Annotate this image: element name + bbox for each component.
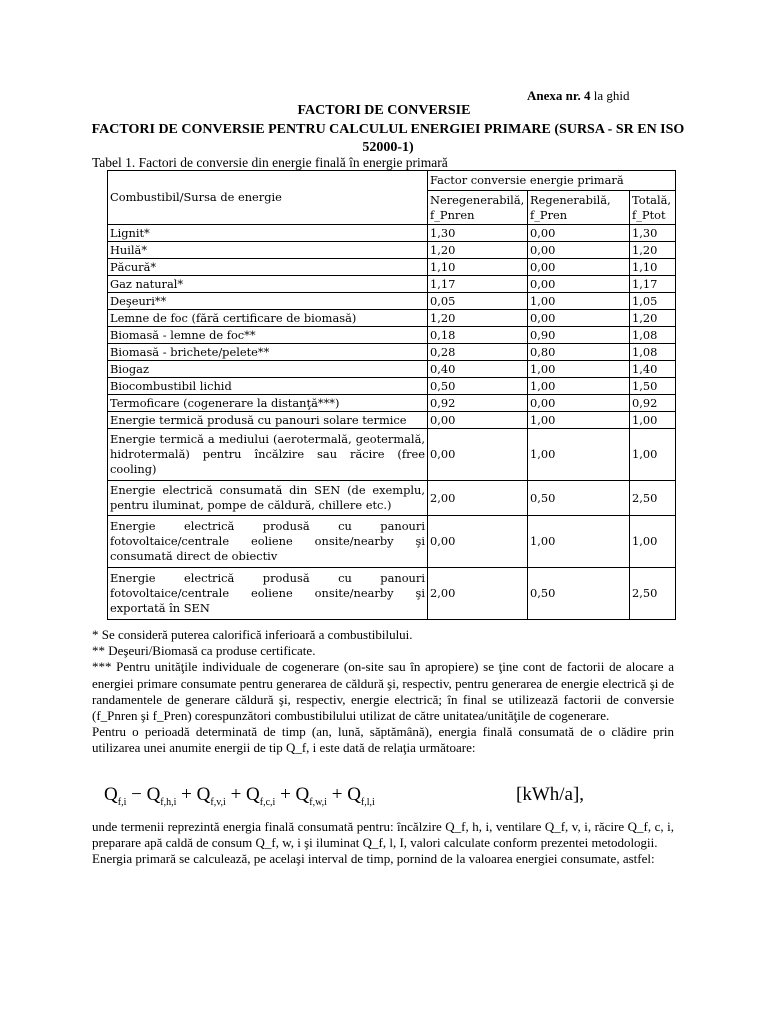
cell-nonrenewable: 1,30: [428, 225, 528, 242]
cell-source: Păcură*: [108, 259, 428, 276]
table-row: [108, 481, 676, 516]
cell-total: 1,20: [630, 310, 676, 327]
cell-total: 2,50: [630, 481, 676, 516]
paragraph-terms: unde termenii reprezintă energia finală consumată pentru: încălzire Q_f, h, i, ventilare Q_f, v, i, răcire Q_f, c, i, preparare apă caldă de consum Q_f, w, i şi iluminat Q_f, l, I, valori calculate conform prezentei metodologii.: [92, 819, 674, 851]
formula-unit: [kWh/a],: [516, 784, 585, 805]
cell-nonrenewable: 0,00: [428, 516, 528, 568]
cell-nonrenewable: 0,05: [428, 293, 528, 310]
header-total: Totală, f_Ptot: [630, 191, 676, 225]
cell-renewable: 1,00: [528, 412, 630, 429]
cell-total: 1,08: [630, 327, 676, 344]
cell-source: Lignit*: [108, 225, 428, 242]
cell-source: Biogaz: [108, 361, 428, 378]
conversion-factors-table: [107, 170, 676, 620]
cell-total: 1,10: [630, 259, 676, 276]
header-renewable: Regenerabilă, f_Pren: [528, 191, 630, 225]
cell-renewable: 0,00: [528, 310, 630, 327]
cell-nonrenewable: 1,17: [428, 276, 528, 293]
cell-renewable: 1,00: [528, 378, 630, 395]
footnote-1: * Se consideră puterea calorifică inferioară a combustibilului.: [92, 627, 413, 642]
notes-continuation: [92, 819, 674, 868]
paragraph-primary-energy: Energia primară se calculează, pe acelaşi interval de timp, pornind de la valoarea energiei consumate, astfel:: [92, 851, 655, 867]
cell-source: Energie electrică consumată din SEN (de exemplu, pentru iluminat, pompe de căldură, chillere etc.): [108, 481, 428, 516]
header-factor-group: Factor conversie energie primară: [428, 171, 676, 191]
cell-nonrenewable: 0,92: [428, 395, 528, 412]
cell-nonrenewable: 0,00: [428, 429, 528, 481]
cell-nonrenewable: 2,00: [428, 481, 528, 516]
cell-total: 1,30: [630, 225, 676, 242]
table-row: [108, 310, 676, 327]
cell-renewable: 1,00: [528, 293, 630, 310]
header-nonrenewable: Neregenerabilă, f_Pnren: [428, 191, 528, 225]
cell-total: 0,92: [630, 395, 676, 412]
cell-nonrenewable: 0,18: [428, 327, 528, 344]
table-row: [108, 242, 676, 259]
annex-reference: [527, 88, 629, 104]
table-row: [108, 225, 676, 242]
header-source: Combustibil/Sursa de energie: [108, 171, 428, 225]
cell-total: 1,08: [630, 344, 676, 361]
cell-source: Energie electrică produsă cu panouri fotovoltaice/centrale eoliene onsite/nearby şi consumată direct de obiectiv: [108, 516, 428, 568]
cell-source: Energie electrică produsă cu panouri fotovoltaice/centrale eoliene onsite/nearby şi exportată în SEN: [108, 568, 428, 620]
table-row: [108, 344, 676, 361]
table-row: [108, 378, 676, 395]
annex-number: Anexa nr. 4: [527, 88, 591, 103]
table-row: [108, 412, 676, 429]
cell-source: Termoficare (cogenerare la distanţă***): [108, 395, 428, 412]
cell-nonrenewable: 1,20: [428, 310, 528, 327]
cell-nonrenewable: 2,00: [428, 568, 528, 620]
cell-total: 1,40: [630, 361, 676, 378]
table-row: [108, 568, 676, 620]
document-title: FACTORI DE CONVERSIE: [297, 103, 471, 118]
annex-suffix: la ghid: [593, 88, 630, 103]
cell-renewable: 0,00: [528, 242, 630, 259]
cell-source: Biocombustibil lichid: [108, 378, 428, 395]
footnote-3: *** Pentru unităţile individuale de cogenerare (on-site sau în apropiere) se ţine cont de factorii de alocare a energiei primare consumate pentru generarea de căldură şi, respectiv, pentru generarea de energie electrică şi de randamentele de generare căldură şi, respectiv, energie electrică; în final se utilizează factorii de conversie (f_Pnren şi f_Pren) corespunzători combustibilului utilizat de către unitatea/unităţile de cogenerare.: [92, 659, 674, 724]
cell-total: 1,05: [630, 293, 676, 310]
cell-total: 1,17: [630, 276, 676, 293]
cell-renewable: 0,00: [528, 395, 630, 412]
cell-total: 1,00: [630, 429, 676, 481]
table-row: [108, 293, 676, 310]
cell-renewable: 1,00: [528, 429, 630, 481]
table-row: [108, 276, 676, 293]
cell-total: 1,00: [630, 412, 676, 429]
cell-renewable: 0,50: [528, 481, 630, 516]
cell-source: Gaz natural*: [108, 276, 428, 293]
cell-total: 2,50: [630, 568, 676, 620]
cell-renewable: 1,00: [528, 516, 630, 568]
cell-total: 1,00: [630, 516, 676, 568]
cell-renewable: 0,00: [528, 259, 630, 276]
cell-source: Energie termică a mediului (aerotermală, geotermală, hidrotermală) pentru încălzire sau răcire (free cooling): [108, 429, 428, 481]
cell-source: Huilă*: [108, 242, 428, 259]
document-subtitle: FACTORI DE CONVERSIE PENTRU CALCULUL ENERGIEI PRIMARE (SURSA - SR EN ISO 52000-1): [91, 122, 685, 155]
cell-renewable: 0,00: [528, 225, 630, 242]
paragraph-final-energy: Pentru o perioadă determinată de timp (an, lună, săptămână), energia finală consumată de o clădire prin utilizarea unei anumite energii de tip Q_f, i este dată de relaţia următoare:: [92, 724, 674, 756]
cell-source: Biomasă - lemne de foc**: [108, 327, 428, 344]
cell-renewable: 0,90: [528, 327, 630, 344]
cell-source: Biomasă - brichete/pelete**: [108, 344, 428, 361]
cell-nonrenewable: 0,50: [428, 378, 528, 395]
cell-source: Lemne de foc (fără certificare de biomasă): [108, 310, 428, 327]
cell-total: 1,20: [630, 242, 676, 259]
cell-nonrenewable: 0,28: [428, 344, 528, 361]
footnote-2: ** Deşeuri/Biomasă ca produse certificate.: [92, 643, 316, 659]
cell-total: 1,50: [630, 378, 676, 395]
cell-renewable: 0,50: [528, 568, 630, 620]
table-row: [108, 516, 676, 568]
table-row: [108, 395, 676, 412]
cell-renewable: 0,00: [528, 276, 630, 293]
cell-nonrenewable: 0,00: [428, 412, 528, 429]
cell-source: Deşeuri**: [108, 293, 428, 310]
cell-renewable: 0,80: [528, 344, 630, 361]
cell-renewable: 1,00: [528, 361, 630, 378]
table-row: [108, 429, 676, 481]
cell-nonrenewable: 1,10: [428, 259, 528, 276]
notes-section: [92, 627, 674, 757]
table-body: [108, 225, 676, 620]
table-row: [108, 361, 676, 378]
table-row: [108, 259, 676, 276]
final-energy-formula: $Q_{f,i} - Q_{f,h,i} + Q_{f,v,i} + Q_{f,c,i} + Q_{f,w,i} + Q_{f,l,i}$: [104, 784, 375, 808]
table-row: [108, 327, 676, 344]
cell-nonrenewable: 1,20: [428, 242, 528, 259]
cell-source: Energie termică produsă cu panouri solare termice: [108, 412, 428, 429]
cell-nonrenewable: 0,40: [428, 361, 528, 378]
table-caption: Tabel 1. Factori de conversie din energie finală în energie primară: [92, 155, 448, 170]
